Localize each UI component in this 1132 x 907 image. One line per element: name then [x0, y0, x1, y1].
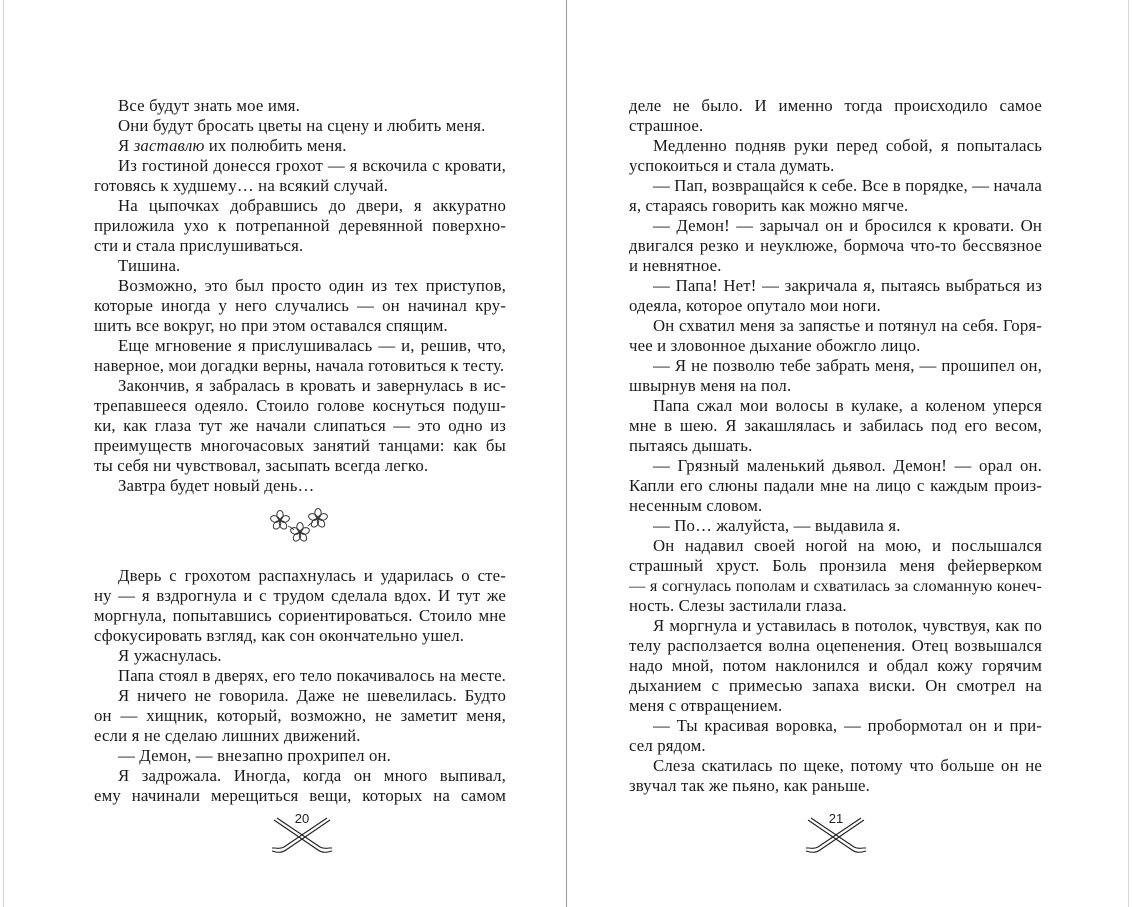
text-line: — Демон, — внезапно прохрипел он.	[118, 746, 392, 765]
text-line: страшное.	[629, 116, 704, 135]
text-line: — Демон! — зарычал он и бросился к кровати. Он	[653, 216, 1042, 235]
text-line: страшный хруст. Боль пронзила меня фейерверком	[629, 556, 1042, 575]
text-line: сти и стала прислушиваться.	[94, 236, 304, 255]
text-line: Слеза скатилась по щеке, потому что больше он не	[653, 756, 1042, 775]
text-line: — Пап, возвращайся к себе. Все в порядке, — начала	[653, 176, 1042, 195]
text-line: дыханием с примесью запаха виски. Он смотрел на	[629, 676, 1042, 695]
text-line: мне в шею. Я закашлялась и забилась под его весом,	[629, 416, 1042, 435]
text-line: меня с отвращением.	[629, 696, 783, 715]
right-page-edge	[1128, 0, 1129, 907]
text-line: приложила ухо к потрепанной деревянной поверхно-	[94, 216, 506, 235]
text-line: — Папа! Нет! — закричала я, пытаясь выбраться из	[653, 276, 1042, 295]
text-line: наверное, мои догадки верны, начала готовиться к тесту.	[94, 356, 505, 375]
text-line: одеяла, которое опутало мои ноги.	[629, 296, 881, 315]
text-line: телу расползается волна оцепенения. Отец возвышался	[629, 636, 1042, 655]
text-line: Закончив, я забралась в кровать и завернулась в ис-	[118, 376, 506, 395]
text-line: которые иногда у него случались — он начинал кру-	[94, 296, 506, 315]
text-line: ты себя ни чувствовал, засыпать всегда легко.	[94, 456, 429, 475]
text-line: он — хищник, который, возможно, не заметит меня,	[94, 706, 506, 725]
text-line: моргнула, попытавшись сориентироваться. Стоило мне	[94, 606, 506, 625]
text-line: Они будут бросать цветы на сцену и любить меня.	[118, 116, 486, 135]
text-line: Из гостиной донесся грохот — я вскочила с кровати,	[118, 156, 506, 175]
text-line: — По… жалуйста, — выдавила я.	[653, 516, 901, 535]
text-line: и невнятное.	[629, 256, 722, 275]
text-line: успокоиться и стала думать.	[629, 156, 835, 175]
text-line: Я ужаснулась.	[118, 646, 222, 665]
text-line: Все будут знать мое имя.	[118, 96, 300, 115]
text-line: чее и зловонное дыхание обожгло лицо.	[629, 336, 921, 355]
text-line: Он надавил своей ногой на мою, и послышался	[653, 536, 1042, 555]
text-line-italic	[94, 136, 506, 156]
text-line: Возможно, это был просто один из тех приступов,	[118, 276, 506, 295]
text-line: — Грязный маленький дьявол. Демон! — орал он.	[653, 456, 1042, 475]
text-line: ну — я вздрогнула и с трудом сделала вдох. И тут же	[94, 586, 506, 605]
text-line: деле не было. И именно тогда происходило самое	[629, 96, 1042, 115]
text-line: я, стараясь говорить как можно мягче.	[629, 196, 909, 215]
page-number: 20	[294, 811, 310, 826]
text-line: двигался резко и неуклюже, бормоча что-то бессвязное	[629, 236, 1042, 255]
text-line: готовясь к худшему… на всякий случай.	[94, 176, 388, 195]
text-line: ему начинали мерещиться вещи, которых на самом	[94, 786, 506, 805]
text-line: ность. Слезы застилали глаза.	[629, 596, 847, 615]
right-folio	[800, 812, 872, 856]
text-line: несенным словом.	[629, 496, 763, 515]
text-line: звучал так же пьяно, как раньше.	[629, 776, 870, 795]
text-line: Дверь с грохотом распахнулась и ударилась о сте-	[118, 566, 506, 585]
text-line: Папа стоял в дверях, его тело покачивалось на месте.	[118, 666, 506, 685]
text-line: Капли его слюны падали мне на лицо с каждым произ-	[629, 476, 1042, 495]
text-line: Еще мгновение я прислушивалась — и, решив, что,	[118, 336, 506, 355]
text-line: трепавшееся одеяло. Стоило голове коснуться подуш-	[94, 396, 506, 415]
page-number: 21	[828, 811, 844, 826]
text-line: На цыпочках добравшись до двери, я аккуратно	[118, 196, 506, 215]
text-line: швырнув меня на пол.	[629, 376, 792, 395]
flowers-icon	[94, 506, 506, 546]
right-page-text	[629, 96, 1042, 796]
text-line: сфокусировать взгляд, как сон окончательно ушел.	[94, 626, 465, 645]
text-line: Папа сжал мои волосы в кулаке, а коленом уперся	[653, 396, 1042, 415]
text-line: Я моргнула и уставилась в потолок, чувствуя, как по	[653, 616, 1042, 635]
text-line: Я задрожала. Иногда, когда он много выпивал,	[118, 766, 506, 785]
text-line: Он схватил меня за запястье и потянул на себя. Горя-	[653, 316, 1042, 335]
text-line: надо мной, потом наклонился и обдал кожу горячим	[629, 656, 1042, 675]
left-folio	[266, 812, 338, 856]
book-gutter	[566, 0, 567, 907]
text-line: Завтра будет новый день…	[118, 476, 315, 495]
text-line: Тишина.	[118, 256, 181, 275]
text-line: Я ничего не говорила. Даже не шевелилась. Будто	[118, 686, 506, 705]
text-line: — Ты красивая воровка, — пробормотал он и при-	[653, 716, 1042, 735]
text-line: шить все вокруг, но при этом оставался спящим.	[94, 316, 448, 335]
text-line: ки, как глаза тут же начали слипаться — это одно из	[94, 416, 506, 435]
text-fragment: их полюбить меня.	[204, 136, 347, 155]
left-page-edge	[3, 0, 4, 907]
italic-word: заставлю	[133, 136, 205, 155]
text-line: Медленно подняв руки перед собой, я попыталась	[653, 136, 1042, 155]
text-line: пытаясь дышать.	[629, 436, 753, 455]
text-line: сел рядом.	[629, 736, 706, 755]
left-page-text	[94, 96, 506, 806]
text-line: если я не сделаю лишних движений.	[94, 726, 361, 745]
text-line: — я согнулась пополам и схватилась за сломанную конеч-	[629, 577, 1042, 595]
text-line: преимуществ многочасовых занятий танцами: как бы	[94, 436, 506, 455]
text-line: — Я не позволю тебе забрать меня, — прошипел он,	[653, 356, 1042, 375]
text-fragment: Я	[118, 136, 134, 155]
